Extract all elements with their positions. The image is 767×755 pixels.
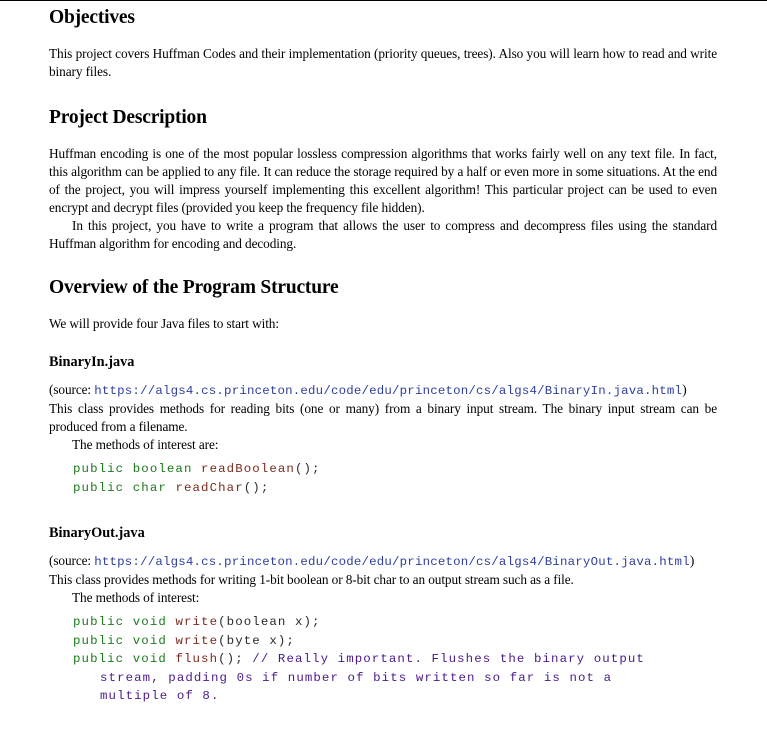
code-comment-continuation: multiple of 8.: [100, 689, 220, 703]
top-rule: [0, 0, 767, 1]
binaryin-url-link[interactable]: https://algs4.cs.princeton.edu/code/edu/princeton/cs/algs4/BinaryIn.java.html: [94, 384, 683, 398]
code-args: ();: [218, 652, 253, 666]
binaryin-description: This class provides methods for reading bits (one or many) from a binary input stream. The binary input stream can be produced from a filename.: [49, 401, 717, 434]
objectives-body: This project covers Huffman Codes and their implementation (priority queues, trees). Also you will learn how to read and write binary files.: [49, 46, 717, 79]
binaryin-source-prefix: (source:: [49, 382, 95, 397]
binaryout-methods-intro: The methods of interest:: [72, 590, 200, 605]
objectives-heading: Objectives: [49, 7, 135, 28]
code-line: [73, 650, 717, 669]
binaryout-source: [49, 552, 717, 571]
code-method-name: write: [175, 633, 219, 648]
code-method-name: readBoolean: [201, 462, 295, 476]
code-keyword: public char: [73, 480, 167, 495]
binaryout-heading: BinaryOut.java: [49, 525, 145, 541]
binaryout-url-link[interactable]: https://algs4.cs.princeton.edu/code/edu/princeton/cs/algs4/BinaryOut.java.html: [94, 555, 690, 569]
code-line: [73, 479, 717, 498]
code-method-name: flush: [175, 652, 219, 666]
document-page: [49, 6, 717, 706]
code-line: [73, 632, 717, 651]
binaryout-code-block: [49, 613, 717, 706]
code-line: [73, 460, 717, 479]
code-keyword: public void: [73, 615, 167, 629]
binaryin-methods-intro: The methods of interest are:: [72, 437, 219, 452]
code-args: ();: [243, 480, 270, 495]
code-comment-continuation: stream, padding 0s if number of bits written so far is not a: [100, 670, 613, 685]
binaryin-source-suffix: ): [682, 382, 687, 397]
binaryout-source-suffix: ): [689, 553, 695, 568]
overview-intro: We will provide four Java files to start with:: [49, 316, 279, 331]
code-comment: // Really important. Flushes the binary output: [252, 652, 645, 666]
binaryin-code-block: [49, 460, 717, 497]
binaryin-source: [49, 381, 717, 400]
code-args: (boolean x);: [218, 615, 321, 629]
code-method-name: write: [175, 615, 219, 629]
code-keyword: public void: [73, 633, 167, 648]
code-line: [73, 613, 717, 632]
project-description-para1: Huffman encoding is one of the most popular lossless compression algorithms that works fairly well on any text file. In fact, this algorithm can be applied to any file. It can reduce the storage required by a half or even more in some situations. At the end of the project, you will impress yourself implementing this excellent algorithm! This particular project can be used to even encrypt and decrypt files (provided you keep the frequency file hidden).: [49, 146, 717, 215]
code-args: (byte x);: [218, 633, 295, 648]
code-method-name: readChar: [175, 480, 244, 495]
binaryout-source-prefix: (source:: [49, 553, 95, 568]
binaryout-description: This class provides methods for writing 1-bit boolean or 8-bit char to an output stream such as a file.: [49, 572, 574, 587]
code-keyword: public boolean: [73, 462, 193, 476]
binaryin-heading: BinaryIn.java: [49, 354, 135, 370]
project-description-heading: Project Description: [49, 107, 207, 128]
project-description-para2: In this project, you have to write a program that allows the user to compress and decompress files using the standard Huffman algorithm for encoding and decoding.: [49, 218, 717, 251]
code-keyword: public void: [73, 652, 167, 666]
code-args: ();: [294, 462, 321, 476]
overview-heading: Overview of the Program Structure: [49, 277, 339, 298]
